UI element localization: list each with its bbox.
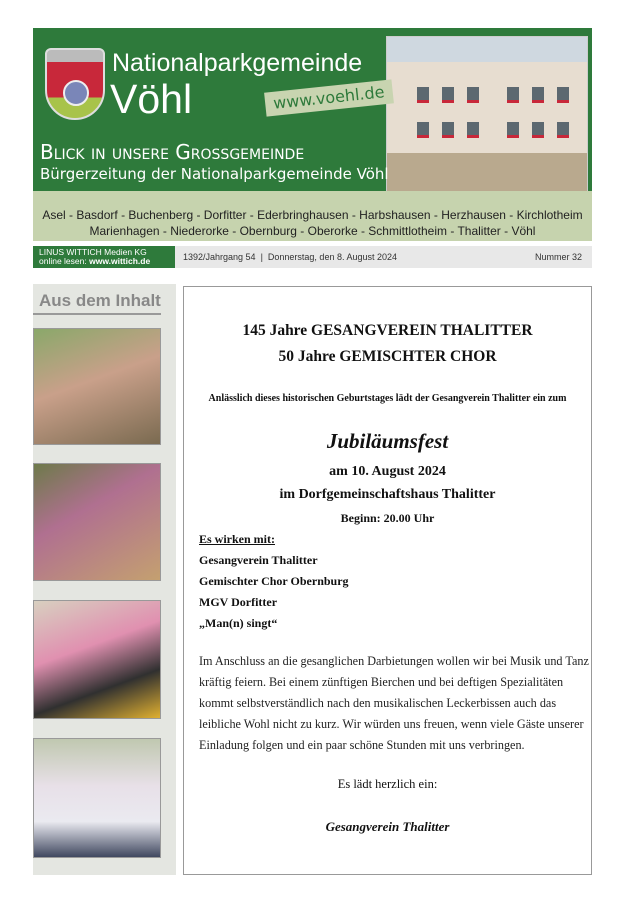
article-title1: 145 Jahre GESANGVEREIN THALITTER	[242, 322, 533, 339]
website-link[interactable]: www.voehl.de	[264, 79, 393, 116]
newspaper-title: Blick in unsere Grossgemeinde	[40, 140, 305, 164]
brand-line1: Nationalparkgemeinde	[112, 49, 363, 77]
publisher-box	[33, 246, 175, 268]
divider	[33, 313, 161, 315]
performer: „Man(n) singt“	[199, 616, 278, 630]
places-line2: Marienhagen - Niederorke - Obernburg - Oberorke - Schmittlotheim - Thalitter - Vöhl	[89, 224, 536, 238]
performer: MGV Dorfitter	[199, 595, 278, 609]
event-date: am 10. August 2024	[329, 464, 446, 479]
paragraph-line: Im Anschluss an die gesanglichen Darbietungen wollen wir bei Musik und Tanz	[199, 654, 589, 668]
info-bar	[33, 246, 592, 268]
town-hall-photo	[386, 36, 588, 204]
closing: Es lädt herzlich ein:	[337, 777, 438, 791]
places-line1: Asel - Basdorf - Buchenberg - Dorfitter - Ederbringhausen - Harbshausen - Herzhausen - Kirchlotheim	[42, 208, 583, 222]
issue-number: Nummer 32	[534, 252, 582, 262]
brand-line2: Vöhl	[110, 76, 193, 122]
sidebar-title: Aus dem Inhalt	[39, 291, 161, 310]
paragraph-line: kommt selbstverständlich nach den musikalischen Leckerbissen auch das	[199, 696, 557, 710]
online-label: online lesen:	[39, 256, 90, 266]
event-name: Jubiläumsfest	[326, 429, 449, 453]
paragraph-line: Einladung folgen und ein paar schöne Stunden mit uns verbringen.	[199, 738, 525, 752]
signature: Gesangverein Thalitter	[325, 819, 450, 834]
coat-of-arms-logo	[45, 48, 105, 120]
performers-heading: Es wirken mit:	[199, 532, 275, 546]
publisher-url[interactable]: www.wittich.de	[89, 256, 151, 266]
issue-info: 1392/Jahrgang 54 | Donnerstag, den 8. August 2024	[183, 252, 398, 262]
event-start: Beginn: 20.00 Uhr	[340, 511, 435, 525]
event-venue: im Dorfgemeinschaftshaus Thalitter	[279, 487, 496, 502]
photo-choir-gathering	[33, 328, 161, 445]
paragraph-line: leibliche Wohl nicht zu kurz. Wir würden uns freuen, wenn viele Gäste unserer	[199, 717, 584, 731]
newspaper-subtitle: Bürgerzeitung der Nationalparkgemeinde Vöhl	[40, 165, 389, 183]
photo-children-group	[33, 738, 161, 858]
publisher-name: LINUS WITTICH Medien KG	[39, 247, 147, 257]
places-band	[33, 191, 592, 241]
paragraph-line: kräftig feiern. Bei einem zünftigen Bierchen und bei deftigen Spezialitäten	[199, 675, 564, 689]
performer: Gesangverein Thalitter	[199, 553, 318, 567]
photo-women-reading	[33, 600, 161, 719]
article-title2: 50 Jahre GEMISCHTER CHOR	[278, 348, 497, 365]
article-intro: Anlässlich dieses historischen Geburtstages lädt der Gesangverein Thalitter ein zum	[208, 393, 567, 404]
photo-children-event	[33, 463, 161, 581]
performer: Gemischter Chor Obernburg	[199, 574, 349, 588]
